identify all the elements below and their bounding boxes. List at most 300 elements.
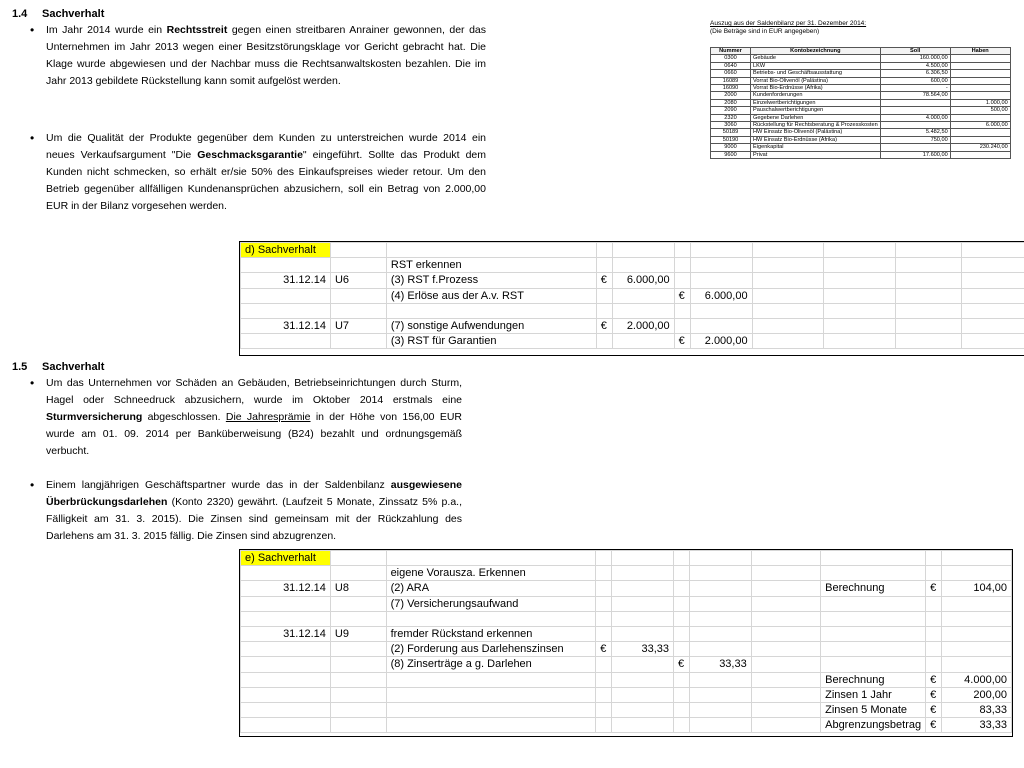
credit-amount-cell	[689, 672, 751, 687]
table-header-row	[241, 243, 1024, 258]
section-title: Sachverhalt	[42, 8, 105, 20]
saldenbilanz-title: Auszug aus der Saldenbilanz per 31. Dezember 2014:	[710, 20, 867, 27]
bullet-text: Um das Unternehmen vor Schäden an Gebäuden, Betriebseinrichtungen durch Sturm, Hagel oder Schneedruck abzusichern, wurde im Oktober 2014 erstmals eine	[46, 377, 462, 406]
debit-cell	[880, 144, 950, 151]
account-number-cell: 2320	[711, 114, 751, 121]
posting-text-cell: (3) RST f.Prozess	[386, 273, 596, 288]
credit-cell	[950, 92, 1010, 99]
credit-currency-cell: €	[674, 288, 690, 303]
account-name-cell: Pauschalwertberichtigungen	[751, 107, 881, 114]
section-number: 1.5	[12, 361, 28, 373]
credit-cell	[950, 77, 1010, 84]
bullet-bold-text: ausgewiesene Überbrückungsdarlehen	[46, 479, 462, 508]
empty-cell	[751, 672, 820, 687]
empty-cell	[751, 627, 820, 642]
date-cell	[241, 642, 331, 657]
section-1-5-heading	[12, 361, 104, 373]
table-row	[241, 627, 1012, 642]
empty-cell	[752, 334, 824, 349]
empty-cell	[896, 273, 962, 288]
section-1-4-bullet-1	[30, 22, 486, 90]
account-name-cell: HW Einsatz Bio-Erdnüsse (Afrika)	[751, 136, 881, 143]
credit-amount-cell	[690, 258, 752, 273]
empty-cell	[824, 288, 896, 303]
debit-currency-cell	[596, 334, 612, 349]
table-row	[711, 62, 1011, 69]
credit-cell	[950, 114, 1010, 121]
calculation-label-cell	[821, 596, 926, 611]
account-number-cell: 2090	[711, 107, 751, 114]
calculation-value-cell	[942, 627, 1012, 642]
debit-amount-cell	[612, 258, 674, 273]
credit-amount-cell	[690, 303, 752, 318]
posting-text-cell: (2) ARA	[386, 581, 596, 596]
posting-text-cell: fremder Rückstand erkennen	[386, 627, 596, 642]
debit-cell: 5.482,50	[880, 129, 950, 136]
date-cell	[241, 657, 331, 672]
debit-amount-cell	[612, 303, 674, 318]
credit-currency-cell	[674, 303, 690, 318]
credit-amount-cell	[690, 319, 752, 334]
calculation-currency-cell: €	[926, 703, 942, 718]
posting-text-cell	[386, 687, 596, 702]
table-row	[711, 99, 1011, 106]
code-cell: U6	[330, 273, 386, 288]
saldenbilanz-header-row	[711, 48, 1011, 55]
code-cell	[330, 566, 386, 581]
credit-amount-cell	[689, 566, 751, 581]
debit-cell: 6.306,50	[880, 70, 950, 77]
credit-currency-cell	[674, 566, 690, 581]
calculation-currency-cell	[926, 657, 942, 672]
account-name-cell: Betriebs- und Geschäftsausstattung	[751, 70, 881, 77]
empty-cell	[962, 334, 1024, 349]
credit-cell: 6.000,00	[950, 122, 1010, 129]
credit-amount-cell	[690, 273, 752, 288]
table-row	[241, 581, 1012, 596]
section-1-4-heading	[12, 8, 104, 20]
debit-cell: 4.000,00	[880, 114, 950, 121]
date-cell: 31.12.14	[241, 319, 331, 334]
account-number-cell: 0660	[711, 70, 751, 77]
debit-currency-cell	[596, 627, 612, 642]
credit-amount-cell: 33,33	[689, 657, 751, 672]
bullet-icon: •	[30, 131, 35, 145]
booking-table-d	[239, 241, 1024, 356]
account-number-cell: 16089	[711, 77, 751, 84]
account-name-cell: Vorrat Bio-Erdnüsse (Afrika)	[751, 85, 881, 92]
date-cell	[241, 303, 331, 318]
date-cell	[241, 672, 331, 687]
empty-cell	[752, 319, 824, 334]
column-header: Soll	[880, 48, 950, 55]
calculation-label-cell: Zinsen 5 Monate	[821, 703, 926, 718]
calculation-currency-cell	[926, 566, 942, 581]
debit-currency-cell	[596, 718, 612, 733]
table-row	[241, 288, 1024, 303]
posting-text-cell	[386, 672, 596, 687]
section-title: Sachverhalt	[42, 361, 105, 373]
debit-amount-cell: 2.000,00	[612, 319, 674, 334]
account-number-cell: 0300	[711, 55, 751, 62]
table-row	[241, 657, 1012, 672]
section-label: e) Sachverhalt	[241, 551, 331, 566]
credit-cell	[950, 55, 1010, 62]
debit-currency-cell	[596, 596, 612, 611]
bullet-icon: •	[30, 23, 35, 37]
bullet-text: abgeschlossen.	[142, 411, 226, 423]
calculation-currency-cell: €	[926, 718, 942, 733]
date-cell	[241, 718, 331, 733]
credit-currency-cell	[674, 718, 690, 733]
credit-amount-cell	[689, 611, 751, 626]
credit-amount-cell	[689, 718, 751, 733]
empty-cell	[751, 718, 820, 733]
debit-currency-cell: €	[596, 273, 612, 288]
table-row	[241, 258, 1024, 273]
table-row	[241, 687, 1012, 702]
account-number-cell: 9600	[711, 151, 751, 158]
account-name-cell: Rückstellung für Rechtsberatung & Prozesskosten	[751, 122, 881, 129]
account-number-cell: 50189	[711, 129, 751, 136]
calculation-currency-cell: €	[926, 672, 942, 687]
section-1-5-bullet-1	[30, 375, 462, 460]
date-cell	[241, 687, 331, 702]
debit-currency-cell	[596, 703, 612, 718]
account-name-cell: Gebäude	[751, 55, 881, 62]
posting-text-cell: (8) Zinserträge a g. Darlehen	[386, 657, 596, 672]
calculation-value-cell: 4.000,00	[942, 672, 1012, 687]
bullet-underlined-text: Die Jahresprämie	[225, 411, 311, 423]
empty-cell	[751, 596, 820, 611]
table-header-row	[241, 551, 1012, 566]
bullet-text: Einem langjährigen Geschäftspartner wurde das in der Saldenbilanz	[46, 479, 391, 491]
calculation-value-cell: 83,33	[942, 703, 1012, 718]
calculation-value-cell: 104,00	[942, 581, 1012, 596]
table-row	[241, 303, 1024, 318]
saldenbilanz-table-wrap	[710, 47, 1011, 159]
empty-cell	[751, 657, 820, 672]
debit-amount-cell	[612, 581, 674, 596]
code-cell	[330, 334, 386, 349]
credit-cell	[950, 62, 1010, 69]
calculation-value-cell	[942, 596, 1012, 611]
debit-amount-cell	[612, 566, 674, 581]
account-name-cell: Eigenkapital	[751, 144, 881, 151]
posting-text-cell: (7) sonstige Aufwendungen	[386, 319, 596, 334]
debit-cell	[880, 122, 950, 129]
posting-text-cell: (2) Forderung aus Darlehenszinsen	[386, 642, 596, 657]
bullet-bold-text: Rechtsstreit	[166, 24, 228, 36]
empty-cell	[962, 288, 1024, 303]
debit-amount-cell	[612, 718, 674, 733]
credit-currency-cell	[674, 596, 690, 611]
table-row	[711, 136, 1011, 143]
debit-amount-cell	[612, 672, 674, 687]
table-row	[241, 566, 1012, 581]
bullet-bold-text: Geschmacksgarantie	[197, 149, 303, 161]
posting-text-cell: (4) Erlöse aus der A.v. RST	[386, 288, 596, 303]
empty-cell	[962, 319, 1024, 334]
table-row	[711, 70, 1011, 77]
posting-text-cell: RST erkennen	[386, 258, 596, 273]
section-number: 1.4	[12, 8, 28, 20]
bullet-text: gegen einen streitbaren Anrainer gewonnen, der das Unternehmen im Jahr 2013 wegen einer Besitzstörungsklage vor Gericht gebracht hat. Die Klage wurde abgewiesen und der Nachbar muss die Rechtsanwaltskosten bezahlen. Die im Jahr 2013 gebildete Rückstellung kann somit aufgelöst werden.	[46, 24, 486, 87]
table-row	[241, 273, 1024, 288]
credit-currency-cell	[674, 703, 690, 718]
date-cell	[241, 288, 331, 303]
credit-cell: 1.000,00	[950, 99, 1010, 106]
account-name-cell: LKW	[751, 62, 881, 69]
account-name-cell: Gegebene Darlehen	[751, 114, 881, 121]
calculation-currency-cell	[926, 596, 942, 611]
date-cell: 31.12.14	[241, 581, 331, 596]
calculation-value-cell	[942, 657, 1012, 672]
credit-cell	[950, 70, 1010, 77]
debit-currency-cell	[596, 687, 612, 702]
debit-cell: 160.000,00	[880, 55, 950, 62]
table-row	[241, 718, 1012, 733]
calculation-label-cell	[821, 642, 926, 657]
credit-amount-cell	[689, 642, 751, 657]
bullet-icon: •	[30, 376, 35, 390]
code-cell	[330, 703, 386, 718]
posting-text-cell	[386, 611, 596, 626]
code-cell	[330, 672, 386, 687]
bullet-bold-text: Sturmversicherung	[46, 411, 143, 423]
date-cell	[241, 566, 331, 581]
credit-currency-cell: €	[674, 657, 690, 672]
empty-cell	[896, 319, 962, 334]
account-number-cell: 2000	[711, 92, 751, 99]
debit-currency-cell	[596, 288, 612, 303]
saldenbilanz-table	[710, 47, 1011, 159]
empty-cell	[752, 273, 824, 288]
bullet-text: in der Höhe von 156,00 EUR wurde am 01. 09. 2014 per Banküberweisung (B24) bezahlt und ordnungsgemäß verbucht.	[46, 411, 462, 457]
calculation-label-cell	[821, 611, 926, 626]
credit-cell: 500,00	[950, 107, 1010, 114]
empty-cell	[751, 687, 820, 702]
credit-currency-cell	[674, 611, 690, 626]
bullet-text: Um die Qualität der Produkte gegenüber dem Kunden zu unterstreichen wurde 2014 ein neues Verkaufsargument "Die	[46, 132, 486, 161]
debit-amount-cell	[612, 657, 674, 672]
table-row	[711, 151, 1011, 158]
bullet-text: Im Jahr 2014 wurde ein	[46, 24, 167, 36]
empty-cell	[752, 303, 824, 318]
bullet-icon: •	[30, 478, 35, 492]
date-cell	[241, 596, 331, 611]
saldenbilanz-subtitle: (Die Beträge sind in EUR angegeben)	[710, 28, 820, 35]
debit-amount-cell	[612, 687, 674, 702]
code-cell	[330, 303, 386, 318]
empty-cell	[752, 258, 824, 273]
table-row	[711, 107, 1011, 114]
debit-cell: 17.600,00	[880, 151, 950, 158]
calculation-currency-cell: €	[926, 687, 942, 702]
debit-currency-cell	[596, 657, 612, 672]
empty-cell	[751, 611, 820, 626]
bullet-text: " eingeführt. Sollte das Produkt dem Kunden nicht schmecken, so erhält er/sie 50% des Einkaufspreises wieder retour. Um den Betrieb gegenüber allfälligen Kundenansprüchen abzusichern, soll ein Betrag von 2.000,00 EUR in der Bilanz vorgesehen werden.	[46, 149, 486, 212]
debit-amount-cell	[612, 334, 674, 349]
calculation-label-cell: Berechnung	[821, 672, 926, 687]
table-row	[711, 114, 1011, 121]
code-cell	[330, 258, 386, 273]
account-number-cell: 2080	[711, 99, 751, 106]
calculation-value-cell	[942, 611, 1012, 626]
table-row	[241, 672, 1012, 687]
empty-cell	[752, 288, 824, 303]
debit-amount-cell	[612, 611, 674, 626]
column-header: Kontobezeichnung	[751, 48, 881, 55]
debit-cell	[880, 99, 950, 106]
debit-amount-cell	[612, 288, 674, 303]
posting-text-cell	[386, 303, 596, 318]
booking-table-d-grid	[240, 242, 1024, 349]
credit-amount-cell	[689, 703, 751, 718]
date-cell: 31.12.14	[241, 273, 331, 288]
posting-text-cell: (3) RST für Garantien	[386, 334, 596, 349]
calculation-currency-cell	[926, 611, 942, 626]
credit-amount-cell	[689, 627, 751, 642]
empty-cell	[824, 303, 896, 318]
calculation-value-cell	[942, 566, 1012, 581]
debit-currency-cell	[596, 566, 612, 581]
calculation-currency-cell: €	[926, 581, 942, 596]
account-name-cell: HW Einsatz Bio-Olivenöl (Palästina)	[751, 129, 881, 136]
credit-amount-cell	[689, 687, 751, 702]
date-cell	[241, 334, 331, 349]
booking-table-e	[239, 549, 1013, 737]
booking-table-e-grid	[240, 550, 1012, 733]
debit-cell: -	[880, 85, 950, 92]
credit-cell	[950, 129, 1010, 136]
account-name-cell: Kundenforderungen	[751, 92, 881, 99]
section-1-5-bullet-2	[30, 477, 462, 545]
table-row	[241, 334, 1024, 349]
debit-cell: 4.500,00	[880, 62, 950, 69]
empty-cell	[896, 288, 962, 303]
credit-cell	[950, 85, 1010, 92]
calculation-currency-cell	[926, 642, 942, 657]
code-cell: U7	[330, 319, 386, 334]
empty-cell	[962, 258, 1024, 273]
credit-currency-cell	[674, 273, 690, 288]
account-name-cell: Einzelwertberichtigungen	[751, 99, 881, 106]
table-row	[241, 611, 1012, 626]
debit-currency-cell: €	[596, 319, 612, 334]
posting-text-cell: (7) Versicherungsaufwand	[386, 596, 596, 611]
empty-cell	[962, 303, 1024, 318]
posting-text-cell	[386, 703, 596, 718]
empty-cell	[751, 642, 820, 657]
empty-cell	[962, 273, 1024, 288]
credit-currency-cell	[674, 258, 690, 273]
date-cell: 31.12.14	[241, 627, 331, 642]
code-cell	[330, 596, 386, 611]
calculation-label-cell: Abgrenzungsbetrag	[821, 718, 926, 733]
code-cell	[330, 657, 386, 672]
account-number-cell: 50190	[711, 136, 751, 143]
credit-currency-cell: €	[674, 334, 690, 349]
credit-cell: 230.240,00	[950, 144, 1010, 151]
debit-currency-cell: €	[596, 642, 612, 657]
account-name-cell: Privat	[751, 151, 881, 158]
debit-amount-cell	[612, 627, 674, 642]
table-row	[241, 319, 1024, 334]
table-row	[241, 703, 1012, 718]
table-row	[711, 92, 1011, 99]
code-cell: U9	[330, 627, 386, 642]
empty-cell	[896, 258, 962, 273]
calculation-label-cell	[821, 657, 926, 672]
calculation-label-cell	[821, 566, 926, 581]
calculation-value-cell: 33,33	[942, 718, 1012, 733]
debit-amount-cell	[612, 703, 674, 718]
code-cell	[330, 288, 386, 303]
empty-cell	[896, 303, 962, 318]
table-row	[711, 122, 1011, 129]
debit-amount-cell: 33,33	[612, 642, 674, 657]
table-row	[241, 596, 1012, 611]
debit-currency-cell	[596, 581, 612, 596]
empty-cell	[751, 703, 820, 718]
debit-cell: 600,00	[880, 77, 950, 84]
column-header: Nummer	[711, 48, 751, 55]
table-row	[711, 129, 1011, 136]
calculation-value-cell: 200,00	[942, 687, 1012, 702]
empty-cell	[824, 334, 896, 349]
saldenbilanz-body	[711, 55, 1011, 159]
table-row	[711, 144, 1011, 151]
code-cell: U8	[330, 581, 386, 596]
credit-currency-cell	[674, 319, 690, 334]
calculation-label-cell: Zinsen 1 Jahr	[821, 687, 926, 702]
calculation-value-cell	[942, 642, 1012, 657]
calculation-currency-cell	[926, 627, 942, 642]
table-row	[711, 85, 1011, 92]
debit-currency-cell	[596, 303, 612, 318]
debit-currency-cell	[596, 672, 612, 687]
debit-cell: 750,00	[880, 136, 950, 143]
saldenbilanz-title-block	[710, 20, 866, 36]
bullet-text: (Konto 2320) gewährt. (Laufzeit 5 Monate, Zinssatz 5% p.a., Fälligkeit am 31. 3. 2015). Die Zinsen sind gemeinsam mit der Rückzahlung des Darlehens am 31. 3. 2015 fällig. Die Zinsen sind abzugrenzen.	[46, 496, 462, 542]
empty-cell	[824, 273, 896, 288]
calculation-label-cell: Berechnung	[821, 581, 926, 596]
credit-amount-cell	[689, 596, 751, 611]
debit-currency-cell	[596, 258, 612, 273]
debit-amount-cell: 6.000,00	[612, 273, 674, 288]
account-number-cell: 16090	[711, 85, 751, 92]
credit-amount-cell	[689, 581, 751, 596]
credit-amount-cell: 2.000,00	[690, 334, 752, 349]
date-cell	[241, 258, 331, 273]
credit-currency-cell	[674, 642, 690, 657]
debit-cell: 78.564,00	[880, 92, 950, 99]
credit-cell	[950, 151, 1010, 158]
code-cell	[330, 642, 386, 657]
code-cell	[330, 687, 386, 702]
table-row	[711, 77, 1011, 84]
date-cell	[241, 611, 331, 626]
account-name-cell: Vorrat Bio-Olivenöl (Palästina)	[751, 77, 881, 84]
column-header: Haben	[950, 48, 1010, 55]
posting-text-cell: eigene Vorausza. Erkennen	[386, 566, 596, 581]
empty-cell	[751, 581, 820, 596]
table-row	[241, 642, 1012, 657]
credit-currency-cell	[674, 581, 690, 596]
empty-cell	[824, 319, 896, 334]
account-number-cell: 0640	[711, 62, 751, 69]
